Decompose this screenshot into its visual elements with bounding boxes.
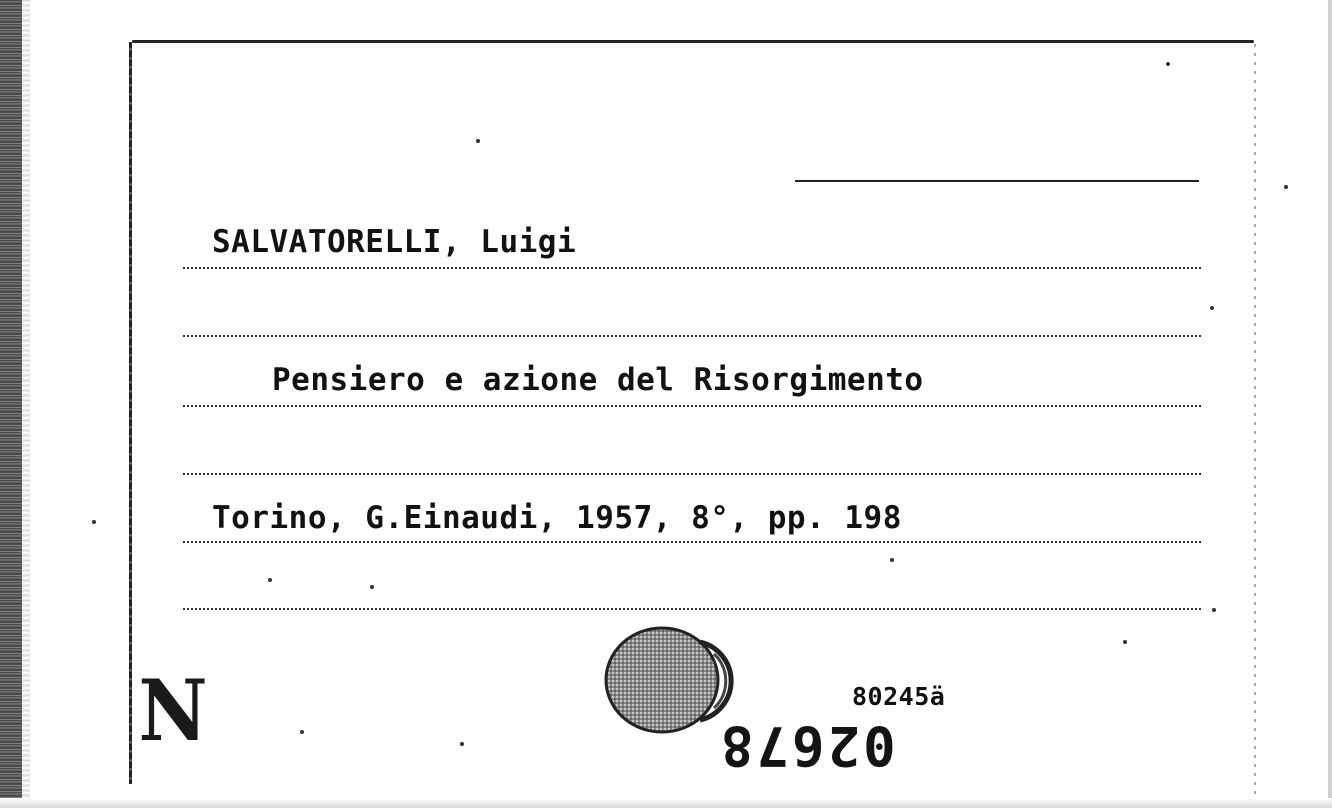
dotted-rule-2 — [183, 335, 1201, 337]
speck — [1210, 306, 1214, 310]
header-rule — [795, 180, 1199, 182]
dotted-rule-1 — [183, 267, 1201, 269]
book-title: Pensiero e azione del Risorgimento — [272, 362, 924, 398]
speck — [890, 558, 894, 562]
card-left-border — [129, 42, 132, 784]
speck — [1166, 62, 1170, 66]
speck — [268, 578, 272, 582]
speck — [92, 520, 96, 524]
speck — [370, 585, 374, 589]
card-top-border — [132, 40, 1254, 43]
dotted-rule-6 — [183, 608, 1201, 610]
accession-number: 80245ä — [852, 682, 946, 711]
publication-details: Torino, G.Einaudi, 1957, 8°, pp. 198 — [212, 500, 902, 536]
speck — [460, 742, 464, 746]
speck — [476, 139, 480, 143]
dotted-rule-4 — [183, 473, 1201, 475]
inverted-number-stamp: 02678 — [718, 714, 896, 777]
scan-left-edge-shadow — [22, 0, 30, 808]
speck — [1284, 185, 1288, 189]
scan-bottom-edge — [0, 798, 1332, 808]
scan-right-edge — [1328, 0, 1332, 808]
card-right-border — [1254, 44, 1256, 794]
speck — [1123, 640, 1127, 644]
speck — [300, 730, 304, 734]
dotted-rule-3 — [183, 405, 1201, 407]
scan-left-edge — [0, 0, 22, 808]
dotted-rule-5 — [183, 541, 1201, 543]
location-mark: N — [138, 661, 208, 760]
author-name: SALVATORELLI, Luigi — [212, 224, 577, 260]
speck — [1212, 608, 1216, 612]
